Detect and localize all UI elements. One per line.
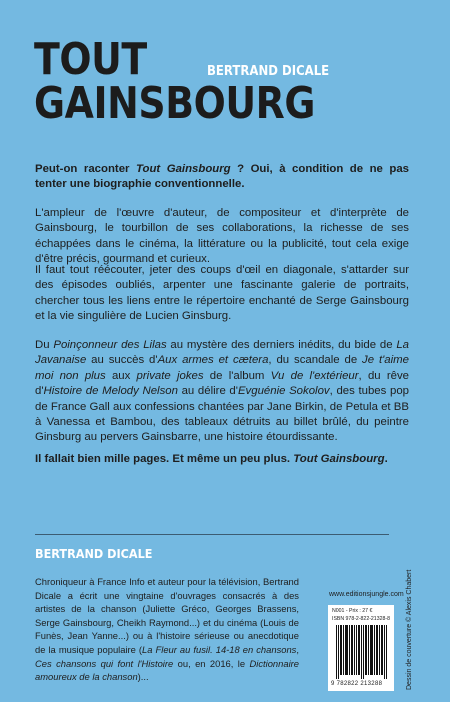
isbn-line: ISBN 978-2-822-21328-8 [332, 616, 390, 622]
blurb-paragraph-3: Du Poinçonneur des Lilas au mystère des derniers inédits, du bide de La Javanaise au succès d'Aux armes et cætera, du scandale de Je t'aime moi non plus aux private jokes de l'album Vu de l'extérieur, du rêve d'Histoire de Melody Nelson au délire d'Evguénie Sokolov, des tubes pop de France Gall aux confessions chantées par Jane Birkin, de Petula et BB à Vanessa et Bambou, des tableaux détruits au billet brûlé, du peintre Ginsburg au pervers Gainsbarre, une histoire étourdissante. [35, 339, 409, 444]
publisher-website: www.editionsjungle.com [329, 591, 404, 598]
blurb-closing: Il fallait bien mille pages. Et même un peu plus. Tout Gainsbourg. [35, 453, 388, 465]
title-line-2: GAINSBOURG [34, 78, 315, 129]
blurb-paragraph-1: L'ampleur de l'œuvre d'auteur, de compositeur et d'interprète de Gainsbourg, le tourbillon de ses collaborations, la richesse de ses échappées dans le cinéma, la littérature ou la publicité, tout cela exige d'être précis, gourmand et curieux. [35, 207, 409, 266]
section-divider [35, 534, 389, 535]
price-line: N001 - Prix : 27 € [332, 608, 373, 614]
blurb-paragraph-2: Il faut tout réécouter, jeter des coups d'œil en diagonale, s'attarder sur des épisodes oubliés, arpenter une fascinante galerie de portraits, chercher tous les liens entre le répertoire enchanté de Serge Gainsbourg et la vie singulière de Lucien Ginsburg. [35, 264, 409, 323]
barcode-panel [328, 605, 394, 691]
title-line-1: TOUT [34, 34, 147, 85]
book-title [34, 34, 361, 129]
barcode-number: 9 782822 213288 [331, 681, 383, 687]
blurb-lead: Peut-on raconter Tout Gainsbourg ? Oui, à condition de ne pas tenter une biographie conventionnelle. [35, 163, 409, 191]
bio-heading: BERTRAND DICALE [35, 546, 153, 561]
cover-author: BERTRAND DICALE [207, 64, 330, 79]
barcode-icon [336, 625, 388, 679]
author-bio: Chroniqueur à France Info et auteur pour la télévision, Bertrand Dicale a écrit une vingtaine d'ouvrages consacrés à des artistes de la chanson (Juliette Gréco, Georges Brassens, Serge Gainsbourg, Cheikh Raymond...) et du cinéma (Louis de Funès, Jean Yanne...) ou à l'histoire sérieuse ou anecdotique de la musique populaire (La Fleur au fusil. 14-18 en chansons, Ces chansons qui font l'Histoire ou, en 2016, le Dictionnaire amoureux de la chanson)... [35, 576, 299, 683]
cover-credit: Dessin de couverture © Alexis Chabert [406, 569, 413, 690]
